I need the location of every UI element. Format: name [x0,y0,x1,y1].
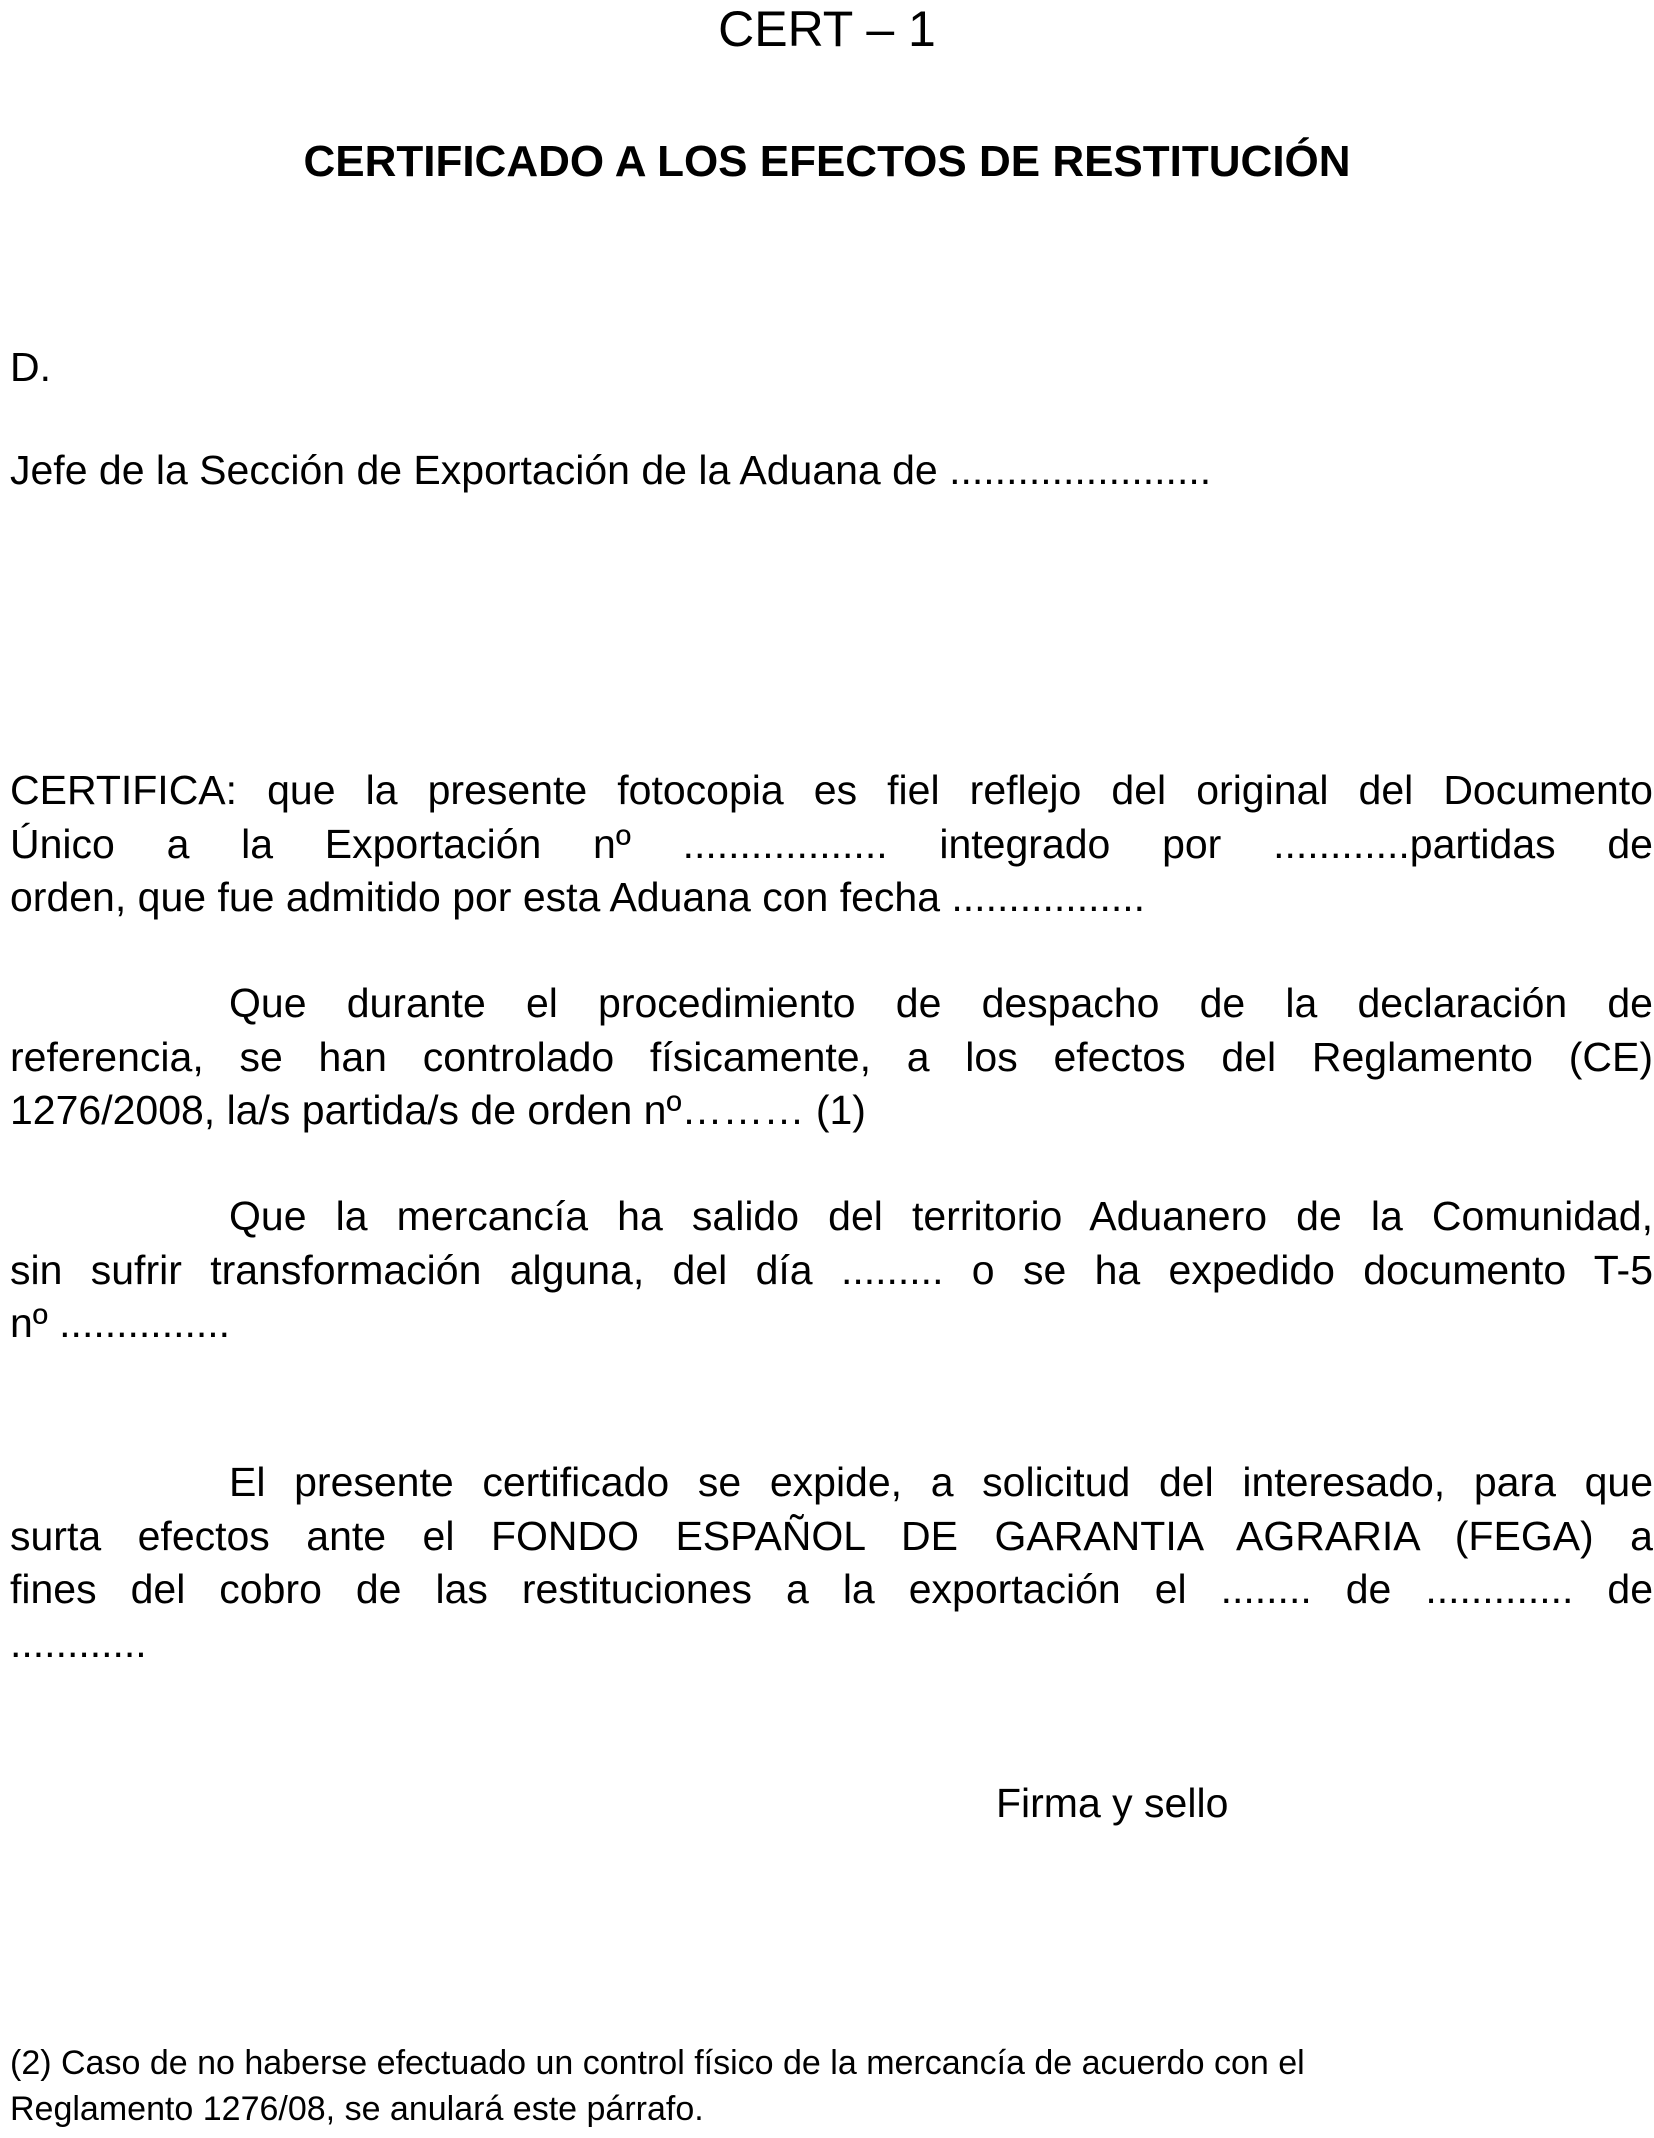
certifica-line: Único a la Exportación nº .................. integrado por ............partidas de [10,820,1653,867]
document-title: CERTIFICADO A LOS EFECTOS DE RESTITUCIÓN [303,137,1351,186]
purpose-line: surta efectos ante el FONDO ESPAÑOL DE GARANTIA AGRARIA (FEGA) a [10,1512,1653,1559]
exit-paragraph [10,1190,1653,1351]
position-line: Jefe de la Sección de Exportación de la Aduana de ....................... [10,447,1212,493]
document-code: CERT – 1 [718,1,936,57]
control-line: 1276/2008, la/s partida/s de orden nº……… (1) [10,1087,866,1133]
footnote-line: Reglamento 1276/08, se anulará este párrafo. [10,2090,704,2128]
certifica-line: CERTIFICA: que la presente fotocopia es fiel reflejo del original del Documento [10,767,1653,813]
purpose-line: El presente certificado se expide, a solicitud del interesado, para que [229,1459,1653,1505]
name-line: D. [10,344,51,390]
control-paragraph [10,977,1653,1138]
exit-line: sin sufrir transformación alguna, del día ......... o se ha expedido documento T-5 [10,1246,1653,1293]
certifica-paragraph [10,764,1653,925]
exit-line: nº ............... [10,1300,231,1346]
exit-line: Que la mercancía ha salido del territorio Aduanero de la Comunidad, [229,1193,1653,1239]
control-line: Que durante el procedimiento de despacho de la declaración de [229,980,1653,1026]
signature-label: Firma y sello [996,1780,1229,1826]
control-line: referencia, se han controlado físicamente, a los efectos del Reglamento (CE) [10,1033,1653,1080]
footnote [10,2040,1653,2132]
purpose-line: fines del cobro de las restituciones a la exportación el ........ de ............. de [10,1566,1653,1612]
purpose-line: ............ [10,1619,147,1666]
footnote-line: (2) Caso de no haberse efectuado un control físico de la mercancía de acuerdo con el [10,2044,1305,2082]
purpose-paragraph [10,1456,1653,1670]
certifica-line: orden, que fue admitido por esta Aduana con fecha ................. [10,874,1146,920]
